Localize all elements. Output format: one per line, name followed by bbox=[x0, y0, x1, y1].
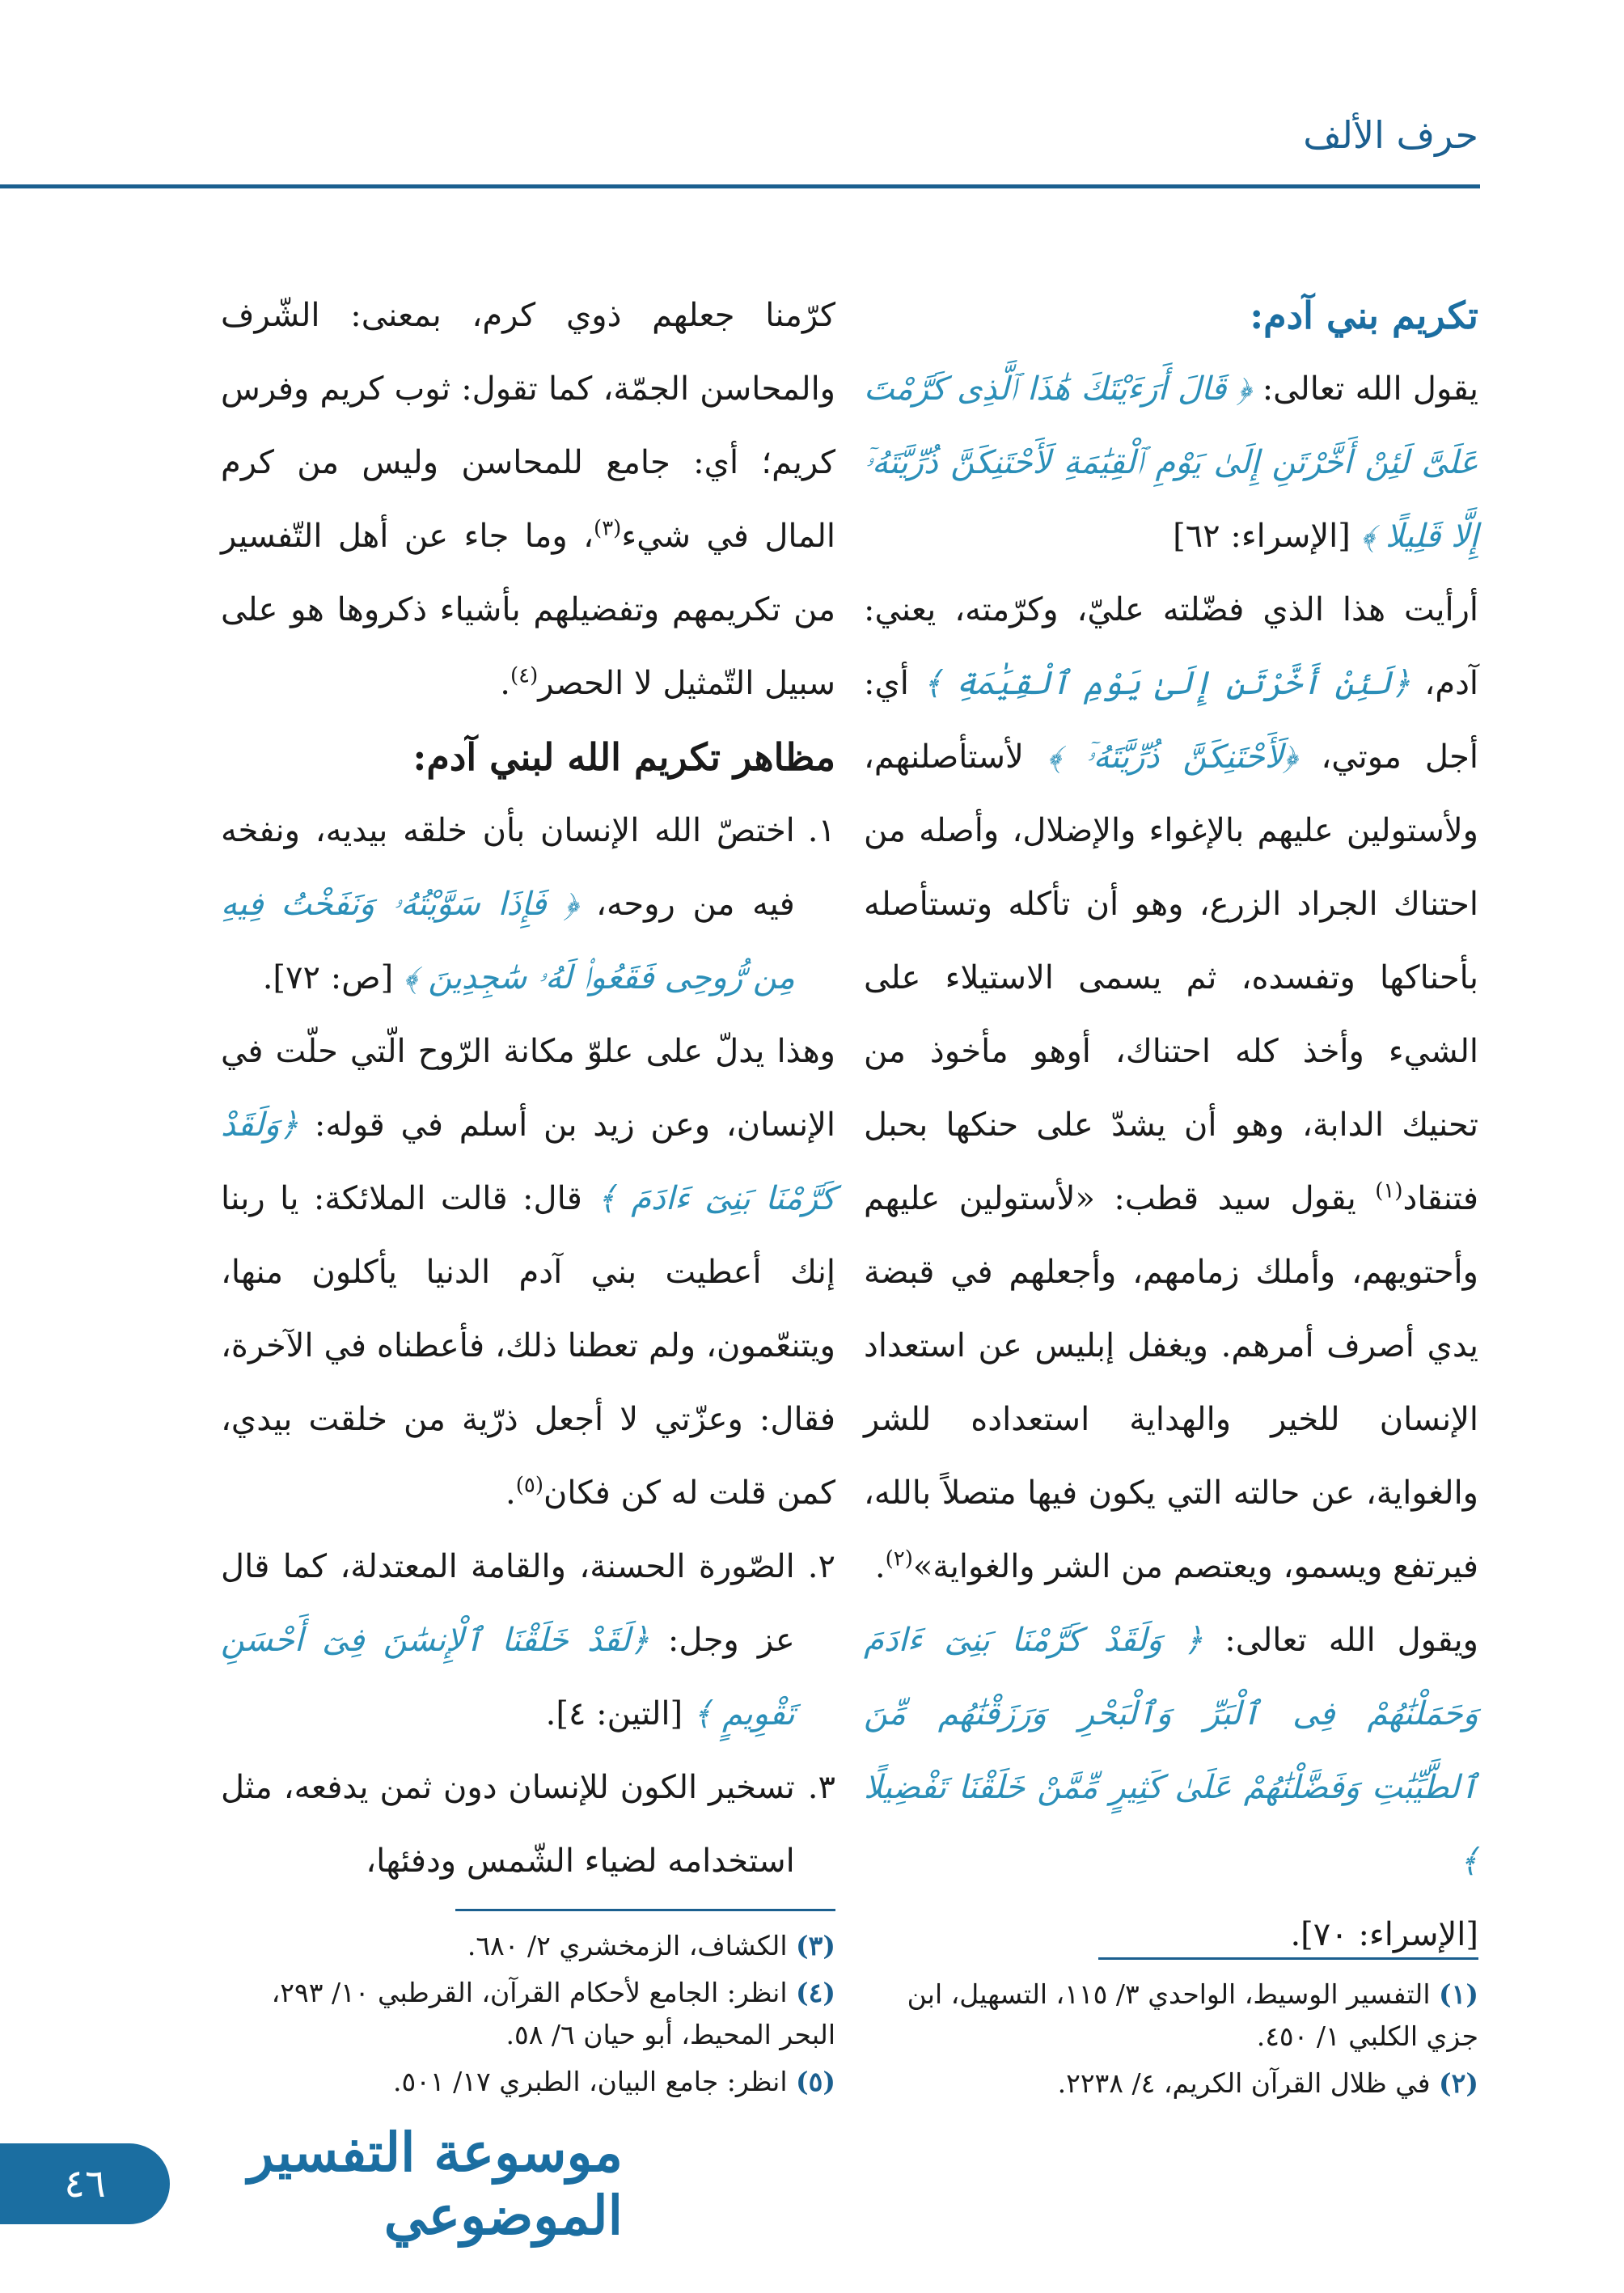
list-number: ١. bbox=[807, 812, 835, 849]
right-heading: تكريم بني آدم: bbox=[1250, 294, 1478, 337]
left-column bbox=[221, 279, 835, 1898]
left-heading: مظاهر تكريم الله لبني آدم: bbox=[412, 735, 835, 779]
list-item-text: تسخير الكون للإنسان دون ثمن يدفعه، مثل استخدامه لضياء الشّمس ودفئها، bbox=[221, 1769, 795, 1880]
text-span: يقول سيد قطب: «لأستولين عليهم وأحتويهم، وأملك زمامهم، وأجعلهم في قبضة يدي أصرف أمرهم. ويغفل إبليس عن استعداد الإنسان للخير والهداية استعداده للشر والغواية، عن حالته التي يكون فيها متصلاً بالله، فيرتفع ويسمو، ويعتصم من الشر والغواية» bbox=[864, 1180, 1478, 1585]
text-span: الصّورة الحسنة، والقامة المعتدلة، كما قال عز وجل: bbox=[221, 1548, 795, 1659]
list-item-1 bbox=[221, 794, 835, 1015]
header-divider bbox=[0, 184, 1480, 188]
footnotes-left bbox=[221, 1925, 835, 2108]
right-paragraph-1 bbox=[864, 353, 1478, 573]
footnote-number: (٣) bbox=[796, 1930, 835, 1961]
right-paragraph-3 bbox=[864, 1604, 1478, 1898]
text-span: أي: أجل موتي، bbox=[864, 665, 1479, 776]
text-span: أرأيت هذا الذي فضّلته عليّ، وكرّمته، يعني: آدم، bbox=[864, 591, 1479, 702]
list-number: ٢. bbox=[807, 1548, 835, 1585]
footnote-number: (٢) bbox=[1439, 2067, 1478, 2099]
footnote-text: انظر: الجامع لأحكام القرآن، القرطبي ١٠/ ٢٩٣، البحر المحيط، أبو حيان ٦/ ٥٨. bbox=[271, 1977, 835, 2050]
verse-reference: [التين: ٤]. bbox=[545, 1695, 683, 1732]
footnote-ref-3[interactable]: (٣) bbox=[594, 516, 622, 541]
list-item-2 bbox=[221, 1530, 835, 1751]
right-paragraph-2: أرأيت هذا الذي فضّلته عليّ، وكرّمته، يعني: آدم، ﴿لَئِنْ أَخَّرْتَنِ إِلَىٰ يَوْمِ ٱلْقِيَٰمَةِ ﴾ أي: أجل موتي، ﴿لَأَحْتَنِكَنَّ ذُرِّيَّتَهُۥٓ ﴾ لأستأصلنهم، ولأستولين عليهم بالإغواء والإضلال، وأصله من احتناك الجراد الزرع، وهو أن تأكله وتستأصله بأحناكها وتفسده، ثم يسمى الاستيلاء على الشيء وأخذ كله احتناك، أوهو مأخوذ من تحنيك الدابة، وهو أن يشدّ على حنكها بحبل فتنقاد$^{(١)}$ يقول سيد قطب: «لأستولين عليهم وأحتويهم، وأملك زمامهم، وأجعلهم في قبضة يدي أصرف أمرهم. ويغفل إبليس عن استعداد الإنسان للخير والهداية استعداده للشر والغواية، عن حالته التي يكون فيها متصلاً بالله، فيرتفع ويسمو، ويعتصم من الشر والغواية»$^{(٢)}$. bbox=[864, 591, 1479, 1585]
verse-reference: [الإسراء: ٦٢] bbox=[1173, 518, 1351, 555]
footnote-divider-left bbox=[455, 1909, 835, 1911]
footnote-text: في ظلال القرآن الكريم، ٤/ ٢٢٣٨. bbox=[1057, 2067, 1431, 2099]
verse-reference: [ص: ٧٢]. bbox=[262, 959, 394, 996]
footnote-1 bbox=[864, 1974, 1478, 2058]
footnote-text: انظر: جامع البيان، الطبري ١٧/ ٥٠١. bbox=[392, 2066, 788, 2097]
right-column bbox=[864, 279, 1478, 1972]
quran-verse: ﴿وَلَقَدْ كَرَّمْنَا بَنِىٓ ءَادَمَ ﴾ bbox=[221, 1106, 835, 1217]
footnote-text: الكشاف، الزمخشري ٢/ ٦٨٠. bbox=[467, 1930, 788, 1961]
footnote-number: (١) bbox=[1439, 1978, 1478, 2010]
quran-verse: ﴿ وَلَقَدْ كَرَّمْنَا بَنِىٓ ءَادَمَ وَحَمَلْنَٰهُمْ فِى ٱلْبَرِّ وَٱلْبَحْرِ وَرَزَقْنَٰهُم مِّنَ ٱلطَّيِّبَٰتِ وَفَضَّلْنَٰهُمْ عَلَىٰ كَثِيرٍ مِّمَّنْ خَلَقْنَا تَفْضِيلًا ﴾ bbox=[864, 1622, 1478, 1880]
quran-verse: ﴿لَأَحْتَنِكَنَّ ذُرِّيَّتَهُۥٓ ﴾ bbox=[1047, 738, 1298, 776]
list-number: ٣. bbox=[807, 1769, 835, 1806]
text-span: قال: قالت الملائكة: يا ربنا إنك أعطيت بني آدم الدنيا يأكلون منها، ويتنعّمون، ولم تعطنا ذلك، فأعطناه في الآخرة، فقال: وعزّتي لا أجعل ذرّية من خلقت بيدي، كمن قلت له كن فكان bbox=[221, 1180, 835, 1512]
footnote-divider-right bbox=[1098, 1957, 1478, 1960]
footnote-ref-4[interactable]: (٤) bbox=[510, 663, 539, 688]
list-item-text bbox=[221, 1530, 795, 1751]
footnote-ref-1[interactable]: (١) bbox=[1375, 1178, 1403, 1204]
quran-verse: ﴿لَئِنْ أَخَّرْتَنِ إِلَىٰ يَوْمِ ٱلْقِيَٰمَةِ ﴾ bbox=[923, 665, 1410, 702]
footnotes-right bbox=[864, 1974, 1478, 2109]
list-item-text bbox=[221, 794, 795, 1015]
footnote-ref-5[interactable]: (٥) bbox=[515, 1473, 543, 1498]
text-span: لأستأصلنهم، ولأستولين عليهم بالإغواء والإضلال، وأصله من احتناك الجراد الزرع، وهو أن تأكله وتستأصله بأحناكها وتفسده، ثم يسمى الاستيلاء على الشيء وأخذ كله احتناك، أوهو مأخوذ من تحنيك الدابة، وهو أن يشدّ على حنكها بحبل فتنقاد bbox=[864, 738, 1478, 1217]
section-title: حرف الألف bbox=[1303, 113, 1478, 157]
footnote-ref-2[interactable]: (٢) bbox=[885, 1546, 913, 1572]
footnote-5 bbox=[221, 2061, 835, 2103]
text-span: كرّمنا جعلهم ذوي كرم، بمعنى: الشّرف والمحاسن الجمّة، كما تقول: ثوب كريم وفرس كريم؛ أي: جامع للمحاسن وليس من كرم المال في شيء bbox=[221, 297, 835, 555]
page-number-badge: ٤٦ bbox=[0, 2143, 170, 2224]
left-paragraph-1: كرّمنا جعلهم ذوي كرم، بمعنى: الشّرف والمحاسن الجمّة، كما تقول: ثوب كريم وفرس كريم؛ أي: جامع للمحاسن وليس من كرم المال في شيء$^{(٣)}$، وما جاء عن أهل التّفسير من تكريمهم وتفضيلهم بأشياء ذكروها هو على سبيل التّمثيل لا الحصر$^{(٤)}$. bbox=[221, 297, 835, 702]
text-span: اختصّ الله الإنسان بأن خلقه بيديه، ونفخه فيه من روحه، bbox=[221, 812, 795, 923]
footnote-4 bbox=[221, 1972, 835, 2056]
footnote-number: (٥) bbox=[796, 2066, 835, 2097]
verse-reference: [الإسراء: ٧٠]. bbox=[1290, 1916, 1478, 1953]
text-span: ويقول الله تعالى: bbox=[1224, 1622, 1479, 1659]
quran-verse: ﴿ قَالَ أَرَءَيْتَكَ هَٰذَا ٱلَّذِى كَرَّمْتَ عَلَىَّ لَئِنْ أَخَّرْتَنِ إِلَىٰ يَوْمِ ٱلْقِيَٰمَةِ لَأَحْتَنِكَنَّ ذُرِّيَّتَهُۥٓ إِلَّا قَلِيلًا ﴾ bbox=[864, 370, 1478, 555]
text-span: ، وما جاء عن أهل التّفسير من تكريمهم وتفضيلهم بأشياء ذكروها هو على سبيل التّمثيل لا الحصر bbox=[221, 518, 835, 702]
list-item-3 bbox=[221, 1751, 835, 1898]
footnote-text: التفسير الوسيط، الواحدي ٣/ ١١٥، التسهيل، ابن جزي الكلبي ١/ ٤٥٠. bbox=[907, 1978, 1478, 2052]
text-span: وهذا يدلّ على علوّ مكانة الرّوح الّتي حلّت في الإنسان، وعن زيد بن أسلم في قوله: bbox=[221, 1033, 835, 1144]
text-span: يقول الله تعالى: bbox=[1262, 370, 1478, 408]
quran-verse: ﴿ فَإِذَا سَوَّيْتُهُۥ وَنَفَخْتُ فِيهِ مِن رُّوحِى فَقَعُوا۟ لَهُۥ سَٰجِدِينَ ﴾ bbox=[221, 886, 795, 996]
footnote-2 bbox=[864, 2062, 1478, 2105]
encyclopedia-logo: موسوعة التفسير الموضوعي bbox=[247, 2121, 623, 2247]
footnote-number: (٤) bbox=[796, 1977, 835, 2008]
quran-verse: ﴿لَقَدْ خَلَقْنَا ٱلْإِنسَٰنَ فِىٓ أَحْسَنِ تَقْوِيمٍ ﴾ bbox=[221, 1622, 795, 1732]
footnote-3 bbox=[221, 1925, 835, 1967]
left-paragraph-2: وهذا يدلّ على علوّ مكانة الرّوح الّتي حلّت في الإنسان، وعن زيد بن أسلم في قوله: ﴿وَلَقَدْ كَرَّمْنَا بَنِىٓ ءَادَمَ ﴾ قال: قالت الملائكة: يا ربنا إنك أعطيت بني آدم الدنيا يأكلون منها، ويتنعّمون، ولم تعطنا ذلك، فأعطناه في الآخرة، فقال: وعزّتي لا أجعل ذرّية من خلقت بيدي، كمن قلت له كن فكان$^{(٥)}$. bbox=[221, 1033, 835, 1512]
